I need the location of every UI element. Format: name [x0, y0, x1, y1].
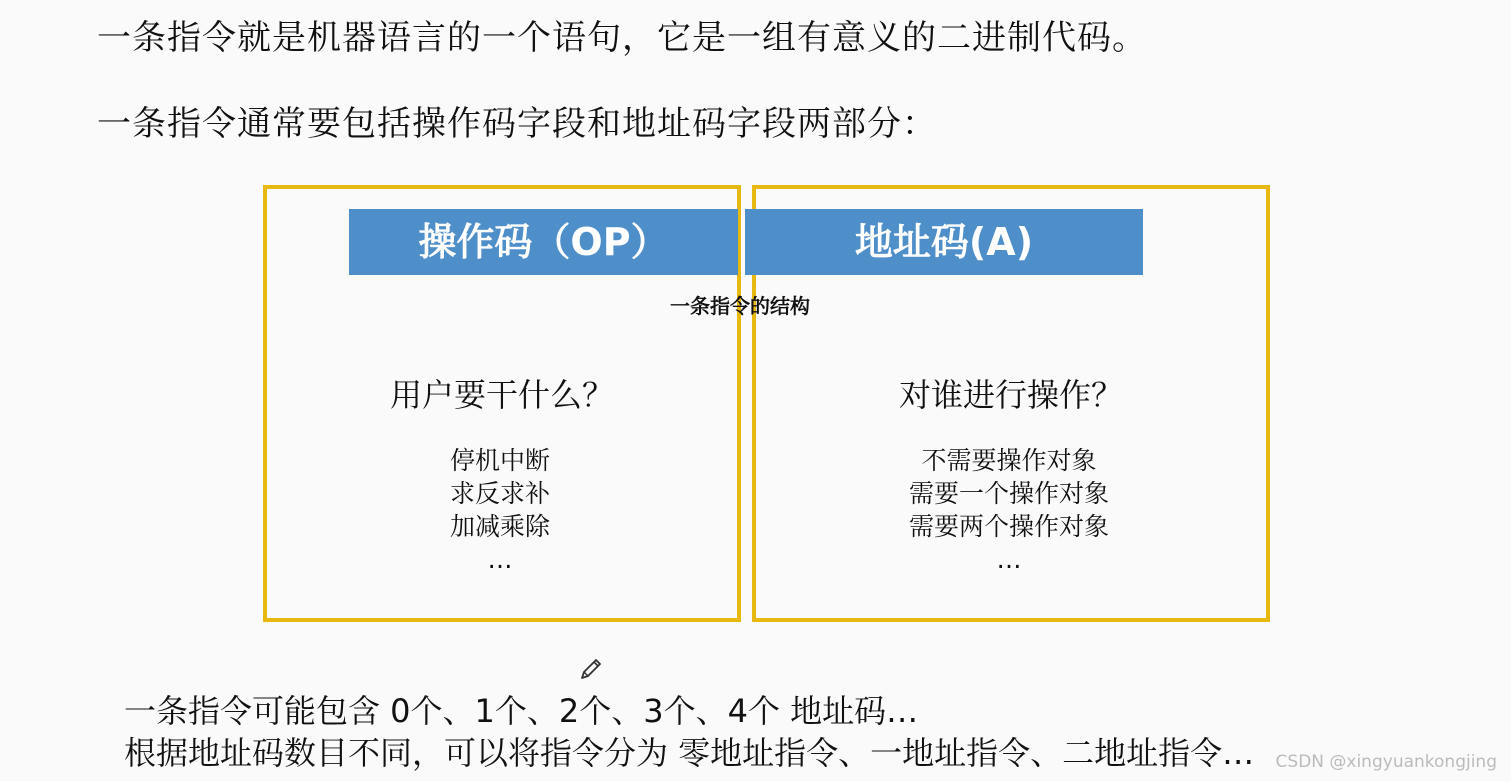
- op-examples-list: [265, 444, 735, 576]
- list-item: …: [487, 545, 513, 574]
- list-item: …: [996, 545, 1022, 574]
- list-item: 加减乘除: [449, 512, 550, 541]
- diagram-caption: 一条指令的结构: [670, 294, 810, 318]
- bottom-line-2: 根据地址码数目不同，可以将指令分为 零地址指令、一地址指令、二地址指令…: [124, 734, 1255, 772]
- list-item: 不需要操作对象: [921, 446, 1097, 475]
- intro-line-2: 一条指令通常要包括操作码字段和地址码字段两部分：: [97, 104, 937, 144]
- addr-question: 对谁进行操作？: [898, 376, 1123, 414]
- list-item: 需要一个操作对象: [908, 479, 1109, 508]
- op-question: 用户要干什么？: [389, 376, 614, 414]
- addr-examples-list: [754, 444, 1264, 576]
- watermark: CSDN @xingyuankongjing: [1275, 752, 1497, 772]
- bottom-line-1: 一条指令可能包含 0个、1个、2个、3个、4个 地址码…: [124, 692, 919, 730]
- list-item: 停机中断: [449, 446, 550, 475]
- op-header: 操作码（OP）: [349, 209, 738, 275]
- list-item: 求反求补: [449, 479, 550, 508]
- list-item: 需要两个操作对象: [908, 512, 1109, 541]
- pencil-icon: [578, 656, 604, 682]
- addr-header: 地址码(A): [745, 209, 1143, 275]
- intro-line-1: 一条指令就是机器语言的一个语句，它是一组有意义的二进制代码。: [97, 18, 1147, 58]
